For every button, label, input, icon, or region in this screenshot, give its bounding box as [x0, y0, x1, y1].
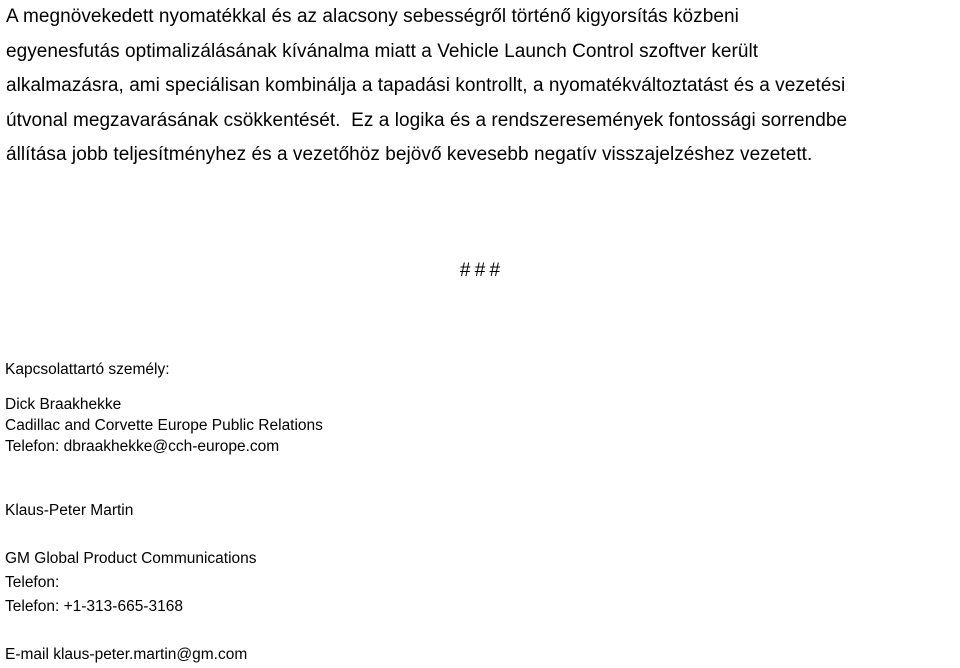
paragraph-line: állítása jobb teljesítményhez és a vezetőhöz bejövő kevesebb negatív visszajelzéshez vezetett.	[6, 144, 813, 165]
paragraph-line: útvonal megzavarásának csökkentését. Ez a logika és a rendszeresemények fontossági sorrendbe	[6, 109, 848, 131]
contact-2-organization: GM Global Product Communications	[5, 550, 257, 567]
paragraph-line: A megnövekedett nyomatékkal és az alacsony sebességről történő kigyorsítás közbeni	[6, 6, 739, 27]
contact-1-phone: Telefon: dbraakhekke@cch-europe.com	[5, 438, 280, 455]
paragraph-line: alkalmazásra, ami speciálisan kombinálja a tapadási kontrollt, a nyomatékváltoztatást és a vezetési	[6, 75, 846, 96]
contact-1-name: Dick Braakhekke	[5, 396, 122, 413]
paragraph-line: egyenesfutás optimalizálásának kívánalma miatt a Vehicle Launch Control szoftver került	[6, 40, 759, 62]
contact-2-email: E-mail klaus-peter.martin@gm.com	[5, 646, 248, 663]
contact-1-organization: Cadillac and Corvette Europe Public Relations	[5, 417, 323, 434]
body-paragraph	[6, 0, 956, 173]
contact-2-phone: Telefon: +1-313-665-3168	[5, 598, 183, 615]
end-of-release-mark: # # #	[459, 260, 501, 281]
contact-2-phone-label: Telefon:	[5, 574, 60, 591]
contact-heading: Kapcsolattartó személy:	[5, 361, 170, 378]
contact-2-name: Klaus-Peter Martin	[5, 502, 134, 519]
